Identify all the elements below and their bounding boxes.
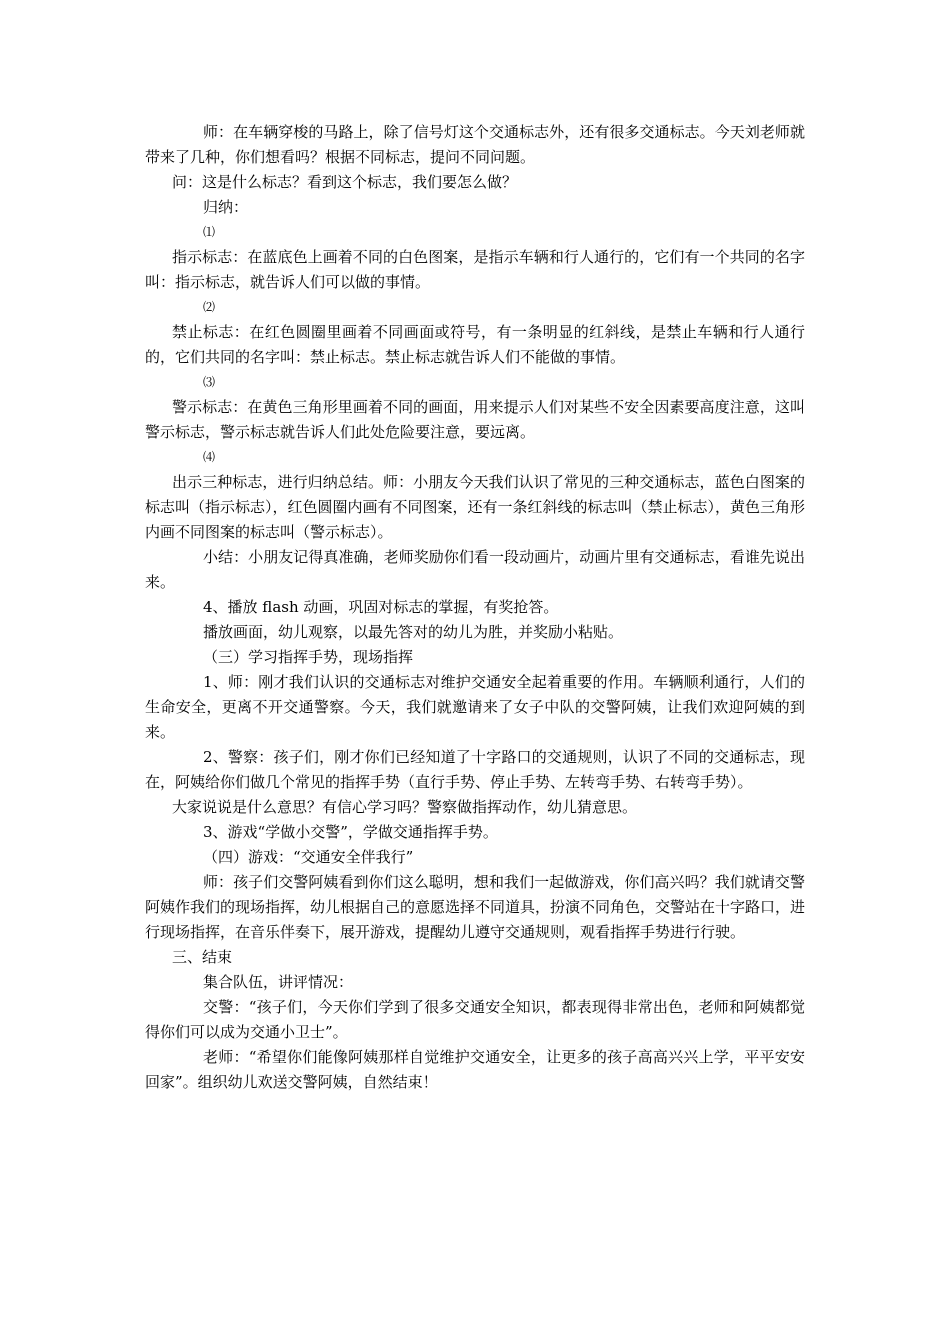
paragraph: 大家说说是什么意思？有信心学习吗？警察做指挥动作，幼儿猜意思。 xyxy=(172,798,638,816)
paragraph: （四）游戏：“交通安全伴我行” xyxy=(203,848,414,866)
paragraph: 集合队伍，讲评情况： xyxy=(203,973,354,991)
paragraph: 小结：小朋友记得真准确，老师奖励你们看一段动画片，动画片里有交通标志，看谁先说出来。 xyxy=(145,548,805,591)
paragraph: 4、播放 flash 动画，巩固对标志的掌握，有奖抢答。 xyxy=(203,598,559,616)
paragraph: 交警：“孩子们，今天你们学到了很多交通安全知识，都表现得非常出色，老师和阿姨都觉得你们可以成为交通小卫士”。 xyxy=(145,998,805,1041)
paragraph: 出示三种标志，进行归纳总结。师：小朋友今天我们认识了常见的三种交通标志，蓝色白图案的标志叫（指示标志），红色圆圈内画有不同图案，还有一条红斜线的标志叫（禁止标志），黄色三角形内画不同图案的标志叫（警示标志）。 xyxy=(145,473,806,541)
paragraph: （三）学习指挥手势，现场指挥 xyxy=(203,648,414,666)
paragraph: 师：在车辆穿梭的马路上，除了信号灯这个交通标志外，还有很多交通标志。今天刘老师就带来了几种，你们想看吗？根据不同标志，提问不同问题。 xyxy=(145,123,805,166)
paragraph: 禁止标志：在红色圆圈里画着不同画面或符号，有一条明显的红斜线，是禁止车辆和行人通行的，它们共同的名字叫：禁止标志。禁止标志就告诉人们不能做的事情。 xyxy=(145,323,805,366)
document-body xyxy=(145,120,805,1095)
paragraph: 归纳： xyxy=(203,198,249,216)
paragraph: 三、结束 xyxy=(172,948,233,966)
list-number: ⑴ xyxy=(203,225,216,239)
paragraph: 警示标志：在黄色三角形里画着不同的画面，用来提示人们对某些不安全因素要高度注意，这叫警示标志，警示标志就告诉人们此处危险要注意，要远离。 xyxy=(145,398,805,441)
paragraph: 老师：“希望你们能像阿姨那样自觉维护交通安全，让更多的孩子高高兴兴上学，平平安安回家”。组织幼儿欢送交警阿姨，自然结束！ xyxy=(145,1048,805,1091)
paragraph: 2、警察：孩子们，刚才你们已经知道了十字路口的交通规则，认识了不同的交通标志，现在，阿姨给你们做几个常见的指挥手势（直行手势、停止手势、左转弯手势、右转弯手势）。 xyxy=(145,748,805,791)
list-number: ⑵ xyxy=(203,300,216,314)
list-number: ⑶ xyxy=(203,375,216,389)
list-number: ⑷ xyxy=(203,450,216,464)
paragraph: 3、游戏“学做小交警”，学做交通指挥手势。 xyxy=(203,823,498,841)
paragraph: 1、师：刚才我们认识的交通标志对维护交通安全起着重要的作用。车辆顺利通行，人们的生命安全，更离不开交通警察。今天，我们就邀请来了女子中队的交警阿姨，让我们欢迎阿姨的到来。 xyxy=(145,673,805,741)
paragraph: 问：这是什么标志？看到这个标志，我们要怎么做？ xyxy=(172,173,518,191)
paragraph: 播放画面，幼儿观察，以最先答对的幼儿为胜，并奖励小粘贴。 xyxy=(203,623,624,641)
paragraph: 指示标志：在蓝底色上画着不同的白色图案，是指示车辆和行人通行的，它们有一个共同的名字叫：指示标志，就告诉人们可以做的事情。 xyxy=(145,248,805,291)
paragraph: 师：孩子们交警阿姨看到你们这么聪明，想和我们一起做游戏，你们高兴吗？我们就请交警阿姨作我们的现场指挥，幼儿根据自己的意愿选择不同道具，扮演不同角色，交警站在十字路口，进行现场指挥，在音乐伴奏下，展开游戏，提醒幼儿遵守交通规则，观看指挥手势进行行驶。 xyxy=(145,873,806,941)
